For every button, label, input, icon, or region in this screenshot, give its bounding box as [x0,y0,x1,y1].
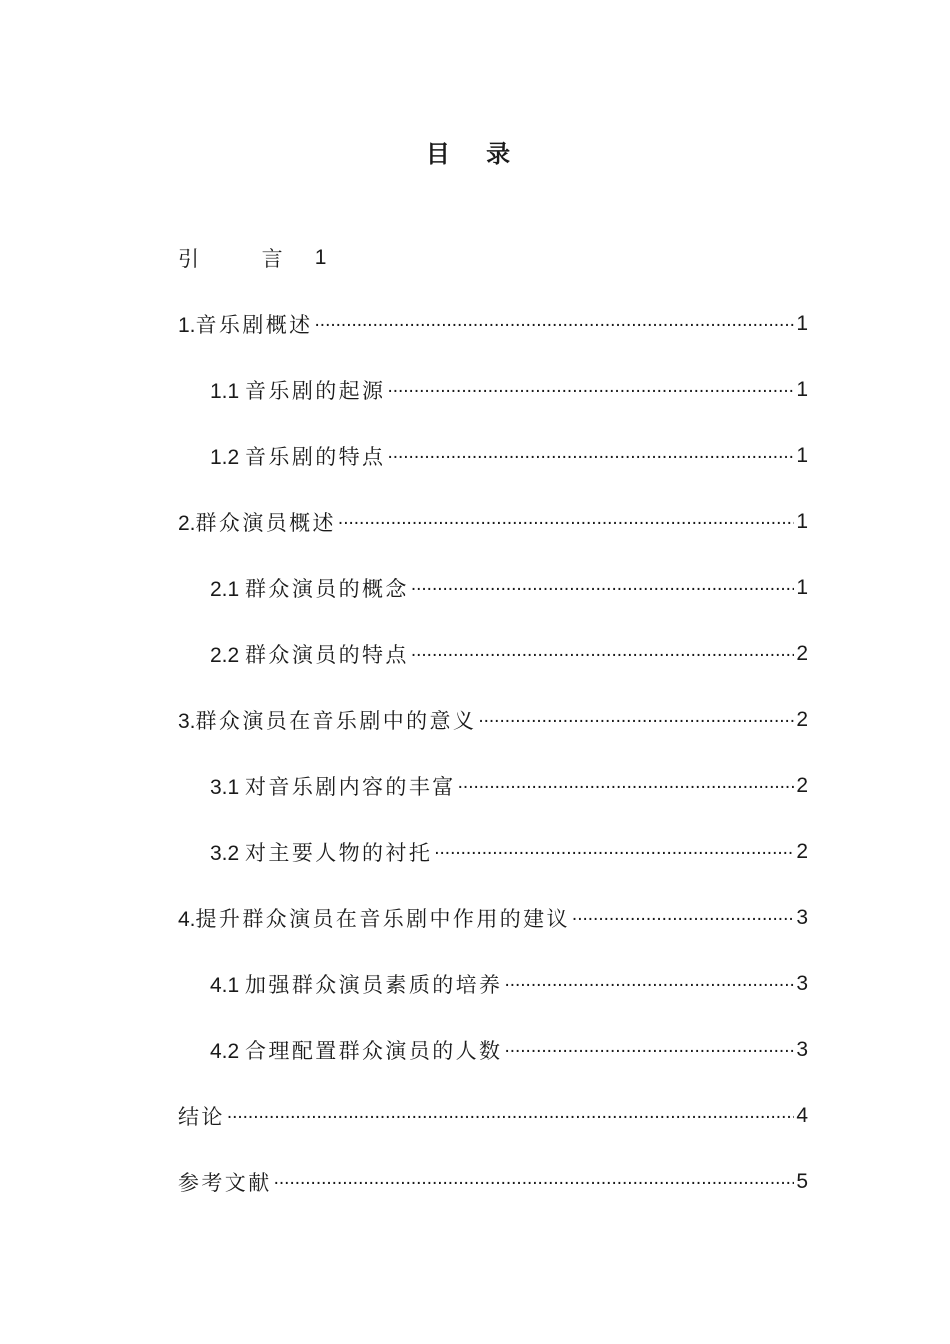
toc-entry-text: 结论 [178,1105,225,1129]
dot-leader [411,640,794,662]
toc-entry[interactable] [178,1096,808,1136]
toc-entry[interactable] [178,964,808,1004]
toc-entry-label [178,309,313,339]
toc-entry-label [210,639,409,669]
dot-leader [572,904,794,926]
toc-entry-page: 5 [796,1170,808,1193]
toc-entry[interactable] [178,568,808,608]
toc-entry-text: 音乐剧的起源 [245,379,386,403]
dot-leader [458,772,795,794]
toc-entry[interactable] [178,898,808,938]
dot-leader [434,838,794,860]
toc-entry-page: 2 [796,708,808,731]
dot-leader [478,706,794,728]
toc-entry-number: 2.2 [210,644,246,667]
toc-entry-page: 2 [796,642,808,665]
toc-entry-page: 1 [796,312,808,335]
toc-entry[interactable] [178,700,808,740]
toc-entry-text: 参考文献 [178,1171,272,1195]
toc-entry-number: 3. [178,710,196,733]
toc-entry-text: 提升群众演员在音乐剧中作用的建议 [195,907,570,931]
toc-entry-label [210,1035,502,1065]
dot-leader [338,508,794,530]
toc-title: 目 录 [425,140,525,168]
toc-entry-page: 3 [796,972,808,995]
dot-leader [387,376,794,398]
toc-entry[interactable] [178,1162,808,1202]
toc-entry-label [210,969,502,999]
toc-entry-page: 2 [796,840,808,863]
toc-entry-page: 3 [796,1038,808,1061]
toc-entry-label: 引 言 [178,247,311,271]
dot-leader [387,442,794,464]
toc-entry-number: 4.2 [210,1040,246,1063]
dot-leader [227,1102,795,1124]
dot-leader [504,970,794,992]
toc-entry-text: 加强群众演员素质的培养 [245,973,503,997]
toc-entry-number: 2.1 [210,578,246,601]
toc-entry-text: 群众演员的概念 [245,577,409,601]
toc-entry-text: 合理配置群众演员的人数 [245,1039,503,1063]
toc-entry-page: 1 [796,378,808,401]
dot-leader [315,310,795,332]
toc-entry-page: 1 [796,510,808,533]
toc-entry-text: 群众演员概述 [195,511,336,535]
toc-entry-number: 2. [178,512,196,535]
toc-entry[interactable] [178,634,808,674]
toc-entry-label [178,507,336,537]
toc-entry-text: 音乐剧概述 [195,313,313,337]
toc-entry-number: 4. [178,908,196,931]
toc-entry-number: 1. [178,314,196,337]
toc-entry-label [210,375,385,405]
toc-entry-number: 4.1 [210,974,246,997]
toc-entry-page: 1 [314,246,329,269]
toc-entry-text: 对主要人物的衬托 [245,841,433,865]
toc-entry-page: 2 [796,774,808,797]
toc-entry[interactable] [178,832,808,872]
toc-entry-page: 1 [796,576,808,599]
dot-leader [504,1036,794,1058]
toc-entry-page: 4 [796,1104,808,1127]
toc-entry[interactable] [178,436,808,476]
toc-entry[interactable] [178,1030,808,1070]
toc-entry-list [178,304,808,1202]
table-of-contents [178,238,808,1202]
toc-entry[interactable] [178,766,808,806]
dot-leader [274,1168,795,1190]
toc-entry-page: 1 [796,444,808,467]
dot-leader [411,574,794,596]
toc-entry-number: 3.1 [210,776,246,799]
toc-entry-number: 3.2 [210,842,246,865]
toc-entry[interactable] [178,304,808,344]
toc-entry-label [210,441,385,471]
toc-entry-text: 音乐剧的特点 [245,445,386,469]
toc-entry-page: 3 [796,906,808,929]
toc-entry-label [210,771,456,801]
toc-entry-number: 1.1 [210,380,246,403]
toc-entry-intro[interactable] [178,238,808,278]
toc-entry-number: 1.2 [210,446,246,469]
toc-entry-text: 群众演员的特点 [245,643,409,667]
toc-entry-label [210,573,409,603]
toc-entry-label [178,903,570,933]
toc-entry[interactable] [178,502,808,542]
toc-entry-label [210,837,432,867]
toc-entry-text: 群众演员在音乐剧中的意义 [195,709,477,733]
toc-entry-text: 对音乐剧内容的丰富 [245,775,456,799]
toc-entry-label [178,705,476,735]
toc-entry[interactable] [178,370,808,410]
toc-entry-label [178,1101,225,1131]
toc-entry-label [178,1167,272,1197]
